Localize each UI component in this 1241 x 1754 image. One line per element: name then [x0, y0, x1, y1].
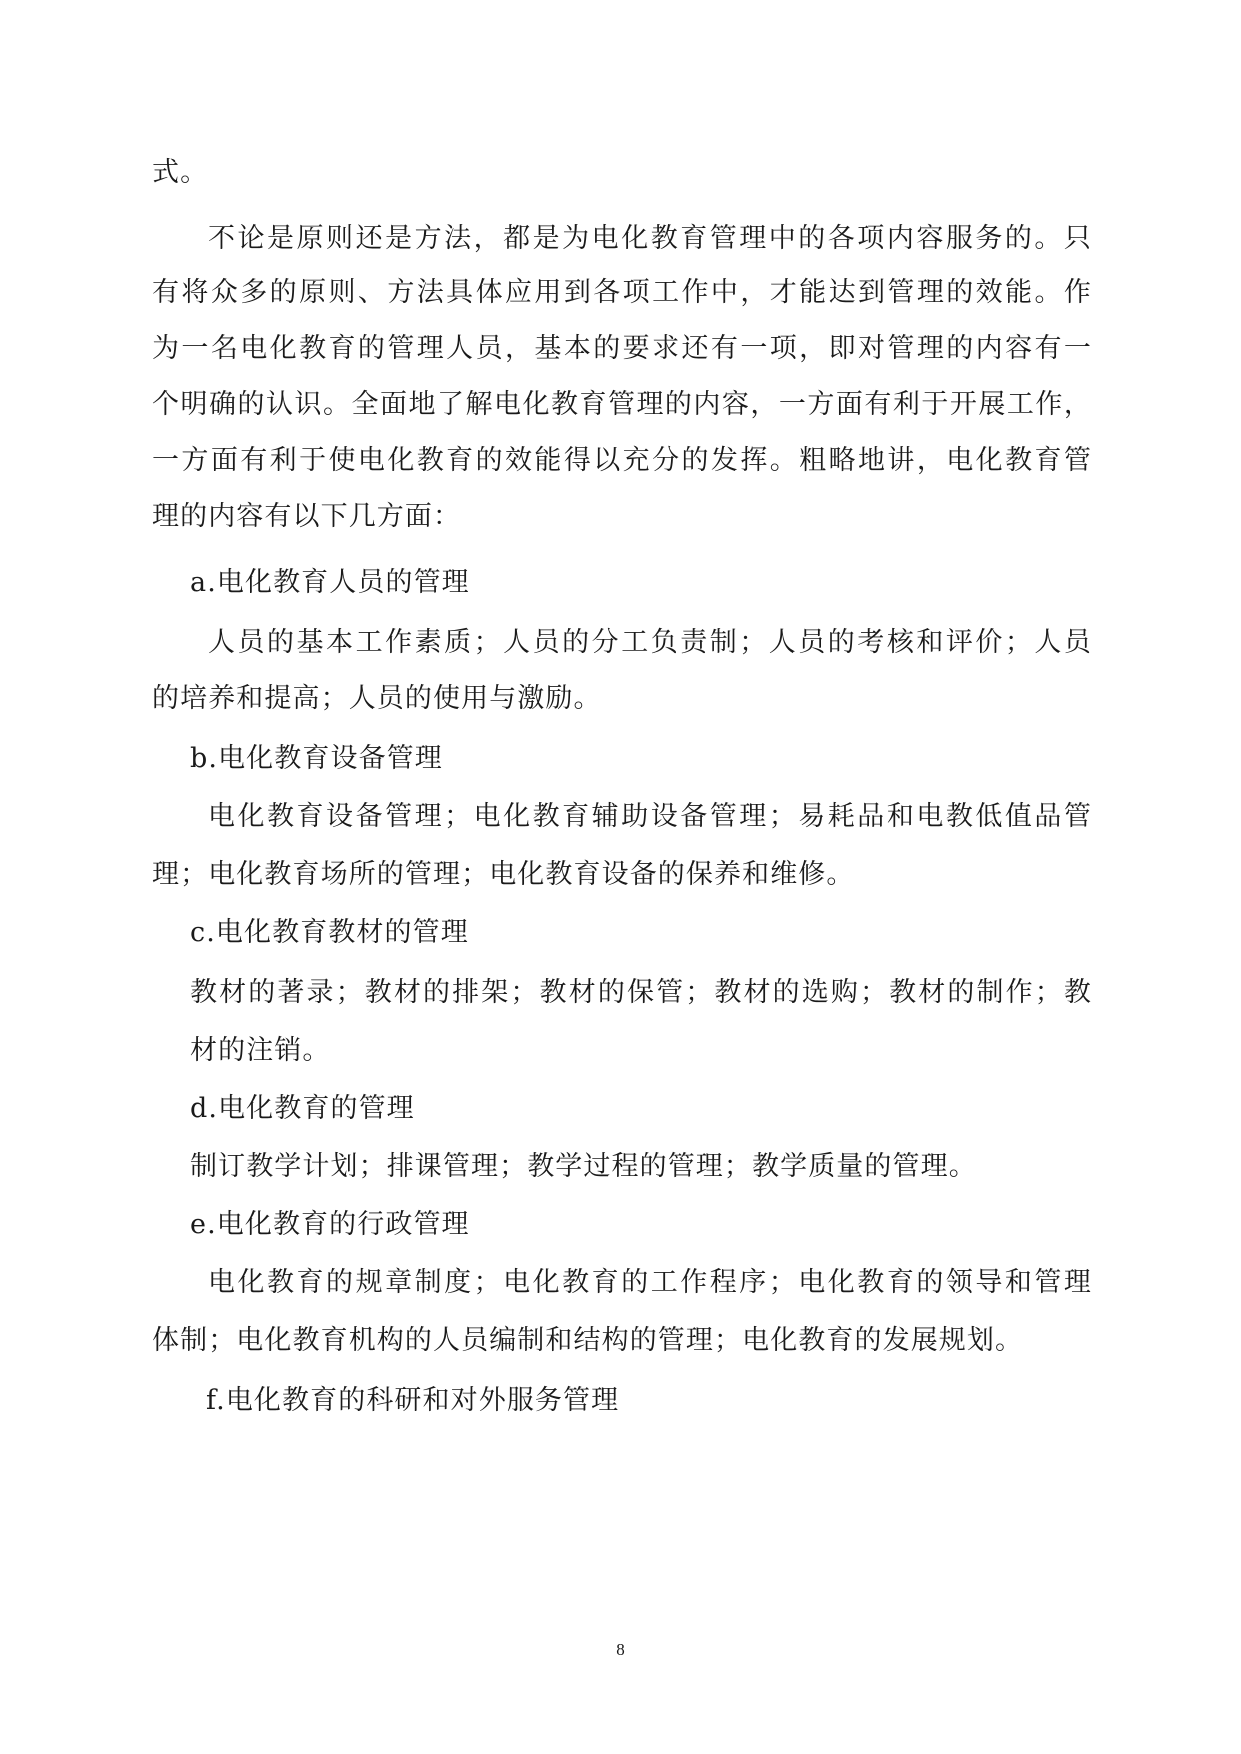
paragraph-line: 为一名电化教育的管理人员，基本的要求还有一项，即对管理的内容有一	[152, 333, 1092, 364]
paragraph-line: 有将众多的原则、方法具体应用到各项工作中，才能达到管理的效能。作	[152, 277, 1092, 308]
paragraph-line: 人员的基本工作素质；人员的分工负责制；人员的考核和评价；人员	[208, 627, 1092, 658]
section-heading-e: e.电化教育的行政管理	[190, 1209, 470, 1240]
paragraph-line: 制订教学计划；排课管理；教学过程的管理；教学质量的管理。	[190, 1151, 977, 1182]
paragraph-line: 理；电化教育场所的管理；电化教育设备的保养和维修。	[152, 859, 855, 890]
paragraph-line: 理的内容有以下几方面：	[152, 501, 462, 532]
paragraph-line: 的培养和提高；人员的使用与激励。	[152, 683, 602, 714]
paragraph-line: 不论是原则还是方法，都是为电化教育管理中的各项内容服务的。只	[208, 223, 1092, 254]
paragraph-line: 一方面有利于使电化教育的效能得以充分的发挥。粗略地讲，电化教育管	[152, 445, 1092, 476]
paragraph-line: 教材的著录；教材的排架；教材的保管；教材的选购；教材的制作；教	[190, 977, 1092, 1008]
section-heading-a: a.电化教育人员的管理	[190, 567, 470, 598]
paragraph-line: 电化教育设备管理；电化教育辅助设备管理；易耗品和电教低值品管	[208, 801, 1092, 832]
paragraph-line: 体制；电化教育机构的人员编制和结构的管理；电化教育的发展规划。	[152, 1325, 1024, 1356]
section-heading-b: b.电化教育设备管理	[190, 743, 443, 774]
section-heading-c: c.电化教育教材的管理	[190, 917, 469, 948]
paragraph-line: 材的注销。	[190, 1035, 331, 1066]
paragraph-line: 个明确的认识。全面地了解电化教育管理的内容，一方面有利于开展工作，	[152, 389, 1092, 420]
page-number: 8	[616, 1640, 625, 1659]
paragraph-line-continuation: 式。	[152, 157, 209, 188]
section-heading-d: d.电化教育的管理	[190, 1093, 415, 1124]
paragraph-line: 电化教育的规章制度；电化教育的工作程序；电化教育的领导和管理	[208, 1267, 1092, 1298]
section-heading-f: f.电化教育的科研和对外服务管理	[206, 1385, 620, 1416]
